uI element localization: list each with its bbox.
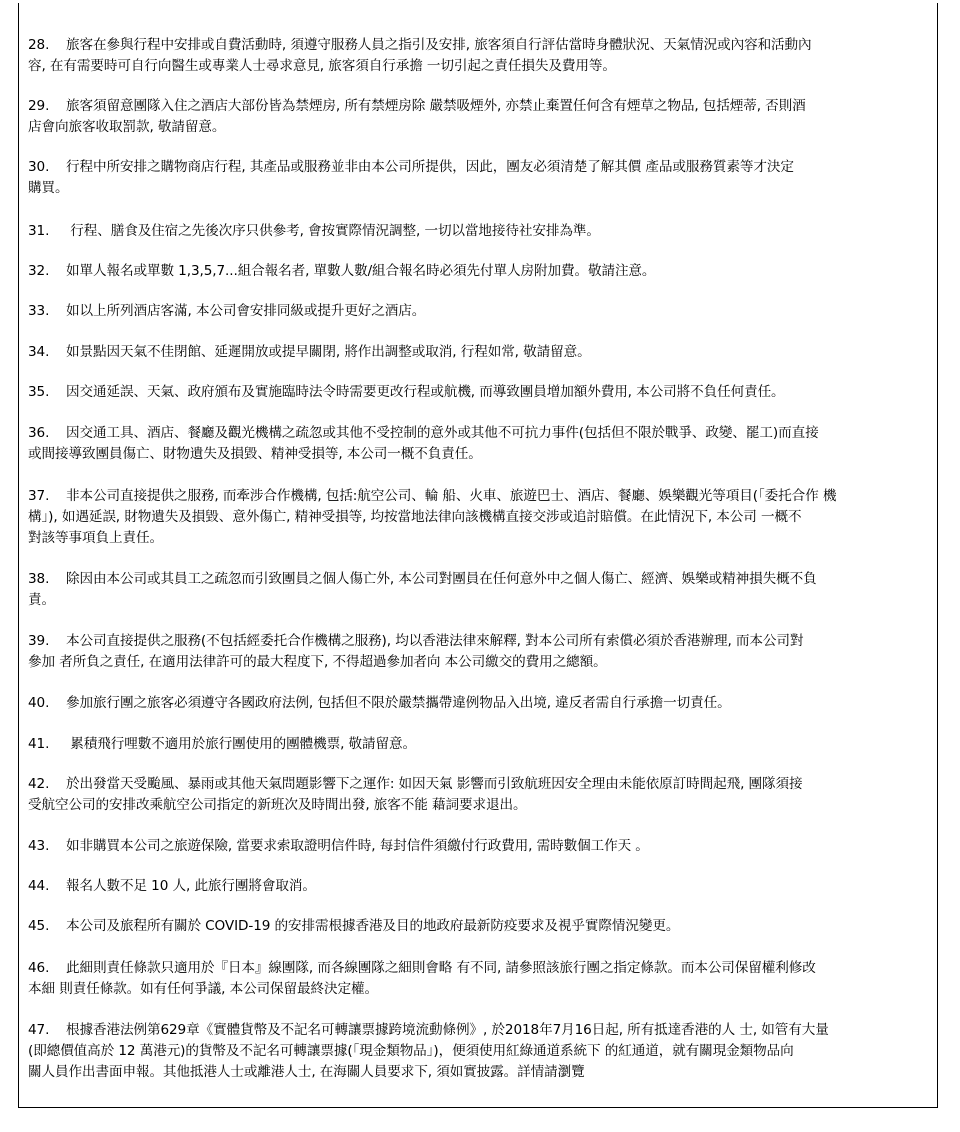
clause-text-line: 累積飛行哩數不適用於旅行團使用的團體機票, 敬請留意。: [66, 736, 417, 752]
clause-text-line: 責。: [28, 592, 55, 608]
clause-first-line: [28, 157, 929, 178]
clause-text-line: 或間接導致團員傷亡、財物遺失及損毀、精神受損等, 本公司一概不負責任。: [28, 446, 482, 462]
clause-number: 29.: [28, 98, 50, 114]
clause-number: 34.: [28, 344, 50, 360]
clause-text-line: 容, 在有需要時可自行向醫生或專業人士尋求意見, 旅客須自行承擔 一切引起之責任損失及費用等。: [28, 58, 616, 74]
clause-text-line: 構」), 如遇延誤, 財物遺失及損毀、意外傷亡, 精神受損等, 均按當地法律向該機構直接交涉或追討賠償。在此情況下, 本公司 一概不: [28, 509, 802, 525]
clause-text-line: 此細則責任條款只適用於『日本』線團隊, 而各線團隊之細則會略 有不同, 請參照該旅行團之指定條款。而本公司保留權利修改: [66, 960, 816, 976]
clause-text-line: 店會向旅客收取罰款, 敬請留意。: [28, 119, 226, 135]
clause-first-line: [28, 221, 929, 242]
clause-text-line: 非本公司直接提供之服務, 而牽涉合作機構, 包括:航空公司、輪 船、火車、旅遊巴士、酒店、餐廳、娛樂觀光等項目(「委托合作 機: [66, 488, 837, 504]
clause-first-line: [28, 1020, 929, 1041]
clause-first-line: [28, 423, 929, 444]
clause-first-line: [28, 382, 929, 403]
clause-number: 38.: [28, 571, 50, 587]
clause-item: [28, 157, 929, 199]
clause-item: [28, 1020, 929, 1083]
clause-item: [28, 221, 929, 242]
clause-text-line: 購買。: [28, 180, 69, 196]
clause-number: 37.: [28, 488, 50, 504]
clause-text-line: 於出發當天受颱風、暴雨或其他天氣問題影響下之運作: 如因天氣 影響而引致航班因安全理由未能依原訂時間起飛, 團隊須接: [66, 776, 803, 792]
clause-number: 42.: [28, 776, 50, 792]
clause-text-line: 如以上所列酒店客滿, 本公司會安排同級或提升更好之酒店。: [66, 303, 426, 319]
clause-number: 33.: [28, 303, 50, 319]
clause-first-line: [28, 836, 929, 857]
clause-text-line: (即總價值高於 12 萬港元)的貨幣及不記名可轉讓票據(「現金類物品」)，便須使用紅綠通道系統下 的紅通道，就有關現金類物品向: [28, 1043, 794, 1059]
clause-first-line: [28, 774, 929, 795]
clause-text-line: 參加旅行團之旅客必須遵守各國政府法例, 包括但不限於嚴禁攜帶違例物品入出境, 違反者需自行承擔一切責任。: [66, 695, 731, 711]
clause-text-line: 本細 則責任條款。如有任何爭議, 本公司保留最終決定權。: [28, 981, 379, 997]
clause-text-line: 行程、膳食及住宿之先後次序只供參考, 會按實際情況調整, 一切以當地接待社安排為準。: [66, 223, 600, 239]
clause-first-line: [28, 958, 929, 979]
clause-number: 28.: [28, 37, 50, 53]
clause-item: [28, 382, 929, 403]
clause-item: [28, 35, 929, 77]
clause-text-line: 本公司直接提供之服務(不包括經委托合作機構之服務), 均以香港法律來解釋, 對本公司所有索償必須於香港辦理, 而本公司對: [66, 633, 804, 649]
clause-text-line: 關人員作出書面申報。其他抵港人士或離港人士, 在海關人員要求下, 須如實披露。詳情請瀏覽: [28, 1064, 585, 1080]
clause-item: [28, 96, 929, 138]
terms-document: [18, 3, 938, 1108]
clause-text-line: 本公司及旅程所有關於 COVID-19 的安排需根據香港及目的地政府最新防疫要求及視乎實際情況變更。: [66, 918, 680, 934]
clause-number: 46.: [28, 960, 50, 976]
clause-number: 41.: [28, 736, 50, 752]
clause-text-line: 行程中所安排之購物商店行程, 其產品或服務並非由本公司所提供，因此，團友必須清楚了解其價 產品或服務質素等才決定: [66, 159, 794, 175]
clause-first-line: [28, 486, 929, 507]
clause-number: 31.: [28, 223, 50, 239]
clause-text-line: 因交通延誤、天氣、政府頒布及實施臨時法令時需要更改行程或航機, 而導致團員增加額外費用, 本公司將不負任何責任。: [66, 384, 785, 400]
clause-item: [28, 261, 929, 282]
clause-number: 43.: [28, 838, 50, 854]
clause-item: [28, 342, 929, 363]
clause-number: 30.: [28, 159, 50, 175]
clause-number: 36.: [28, 425, 50, 441]
clause-text-line: 受航空公司的安排改乘航空公司指定的新班次及時間出發, 旅客不能 藉詞要求退出。: [28, 797, 527, 813]
clause-text-line: 根據香港法例第629章《實體貨幣及不記名可轉讓票據跨境流動條例》, 於2018年7月16日起, 所有抵達香港的人 士, 如管有大量: [66, 1022, 829, 1038]
clause-number: 45.: [28, 918, 50, 934]
clause-first-line: [28, 261, 929, 282]
clause-item: [28, 734, 929, 755]
clause-text-line: 因交通工具、酒店、餐廳及觀光機構之疏忽或其他不受控制的意外或其他不可抗力事件(包括但不限於戰爭、政變、罷工)而直接: [66, 425, 819, 441]
clause-first-line: [28, 569, 929, 590]
clause-item: [28, 916, 929, 937]
clause-item: [28, 693, 929, 714]
clause-first-line: [28, 693, 929, 714]
clause-number: 35.: [28, 384, 50, 400]
clause-number: 47.: [28, 1022, 50, 1038]
clause-item: [28, 876, 929, 897]
clause-text-line: 如景點因天氣不佳閉館、延遲開放或提早關閉, 將作出調整或取消, 行程如常, 敬請留意。: [66, 344, 591, 360]
clause-first-line: [28, 916, 929, 937]
clause-number: 40.: [28, 695, 50, 711]
clause-first-line: [28, 734, 929, 755]
clause-item: [28, 836, 929, 857]
clause-item: [28, 958, 929, 1000]
clause-item: [28, 774, 929, 816]
clause-first-line: [28, 301, 929, 322]
clause-number: 39.: [28, 633, 50, 649]
clause-text-line: 報名人數不足 10 人, 此旅行團將會取消。: [66, 878, 316, 894]
clause-first-line: [28, 631, 929, 652]
clause-text-line: 如單人報名或單數 1,3,5,7...組合報名者, 單數人數/組合報名時必須先付單人房附加費。敬請注意。: [66, 263, 656, 279]
clause-number: 44.: [28, 878, 50, 894]
clause-first-line: [28, 35, 929, 56]
clause-text-line: 除因由本公司或其員工之疏忽而引致團員之個人傷亡外, 本公司對團員在任何意外中之個人傷亡、經濟、娛樂或精神損失概不負: [66, 571, 817, 587]
clause-item: [28, 301, 929, 322]
clause-item: [28, 569, 929, 611]
clause-first-line: [28, 96, 929, 117]
clause-first-line: [28, 876, 929, 897]
clause-text-line: 如非購買本公司之旅遊保險, 當要求索取證明信件時, 每封信件須繳付行政費用, 需時數個工作天 。: [66, 838, 649, 854]
clause-text-line: 對該等事項負上責任。: [28, 530, 163, 546]
clause-item: [28, 486, 929, 549]
clause-number: 32.: [28, 263, 50, 279]
clause-item: [28, 631, 929, 673]
clause-first-line: [28, 342, 929, 363]
clause-text-line: 旅客在參與行程中安排或自費活動時, 須遵守服務人員之指引及安排, 旅客須自行評估當時身體狀況、天氣情況或內容和活動內: [66, 37, 812, 53]
clause-item: [28, 423, 929, 465]
clause-text-line: 參加 者所負之責任, 在適用法律許可的最大程度下, 不得超過參加者向 本公司繳交的費用之總額。: [28, 654, 607, 670]
clause-text-line: 旅客須留意團隊入住之酒店大部份皆為禁煙房, 所有禁煙房除 嚴禁吸煙外, 亦禁止棄置任何含有煙草之物品, 包括煙蒂, 否則酒: [66, 98, 806, 114]
